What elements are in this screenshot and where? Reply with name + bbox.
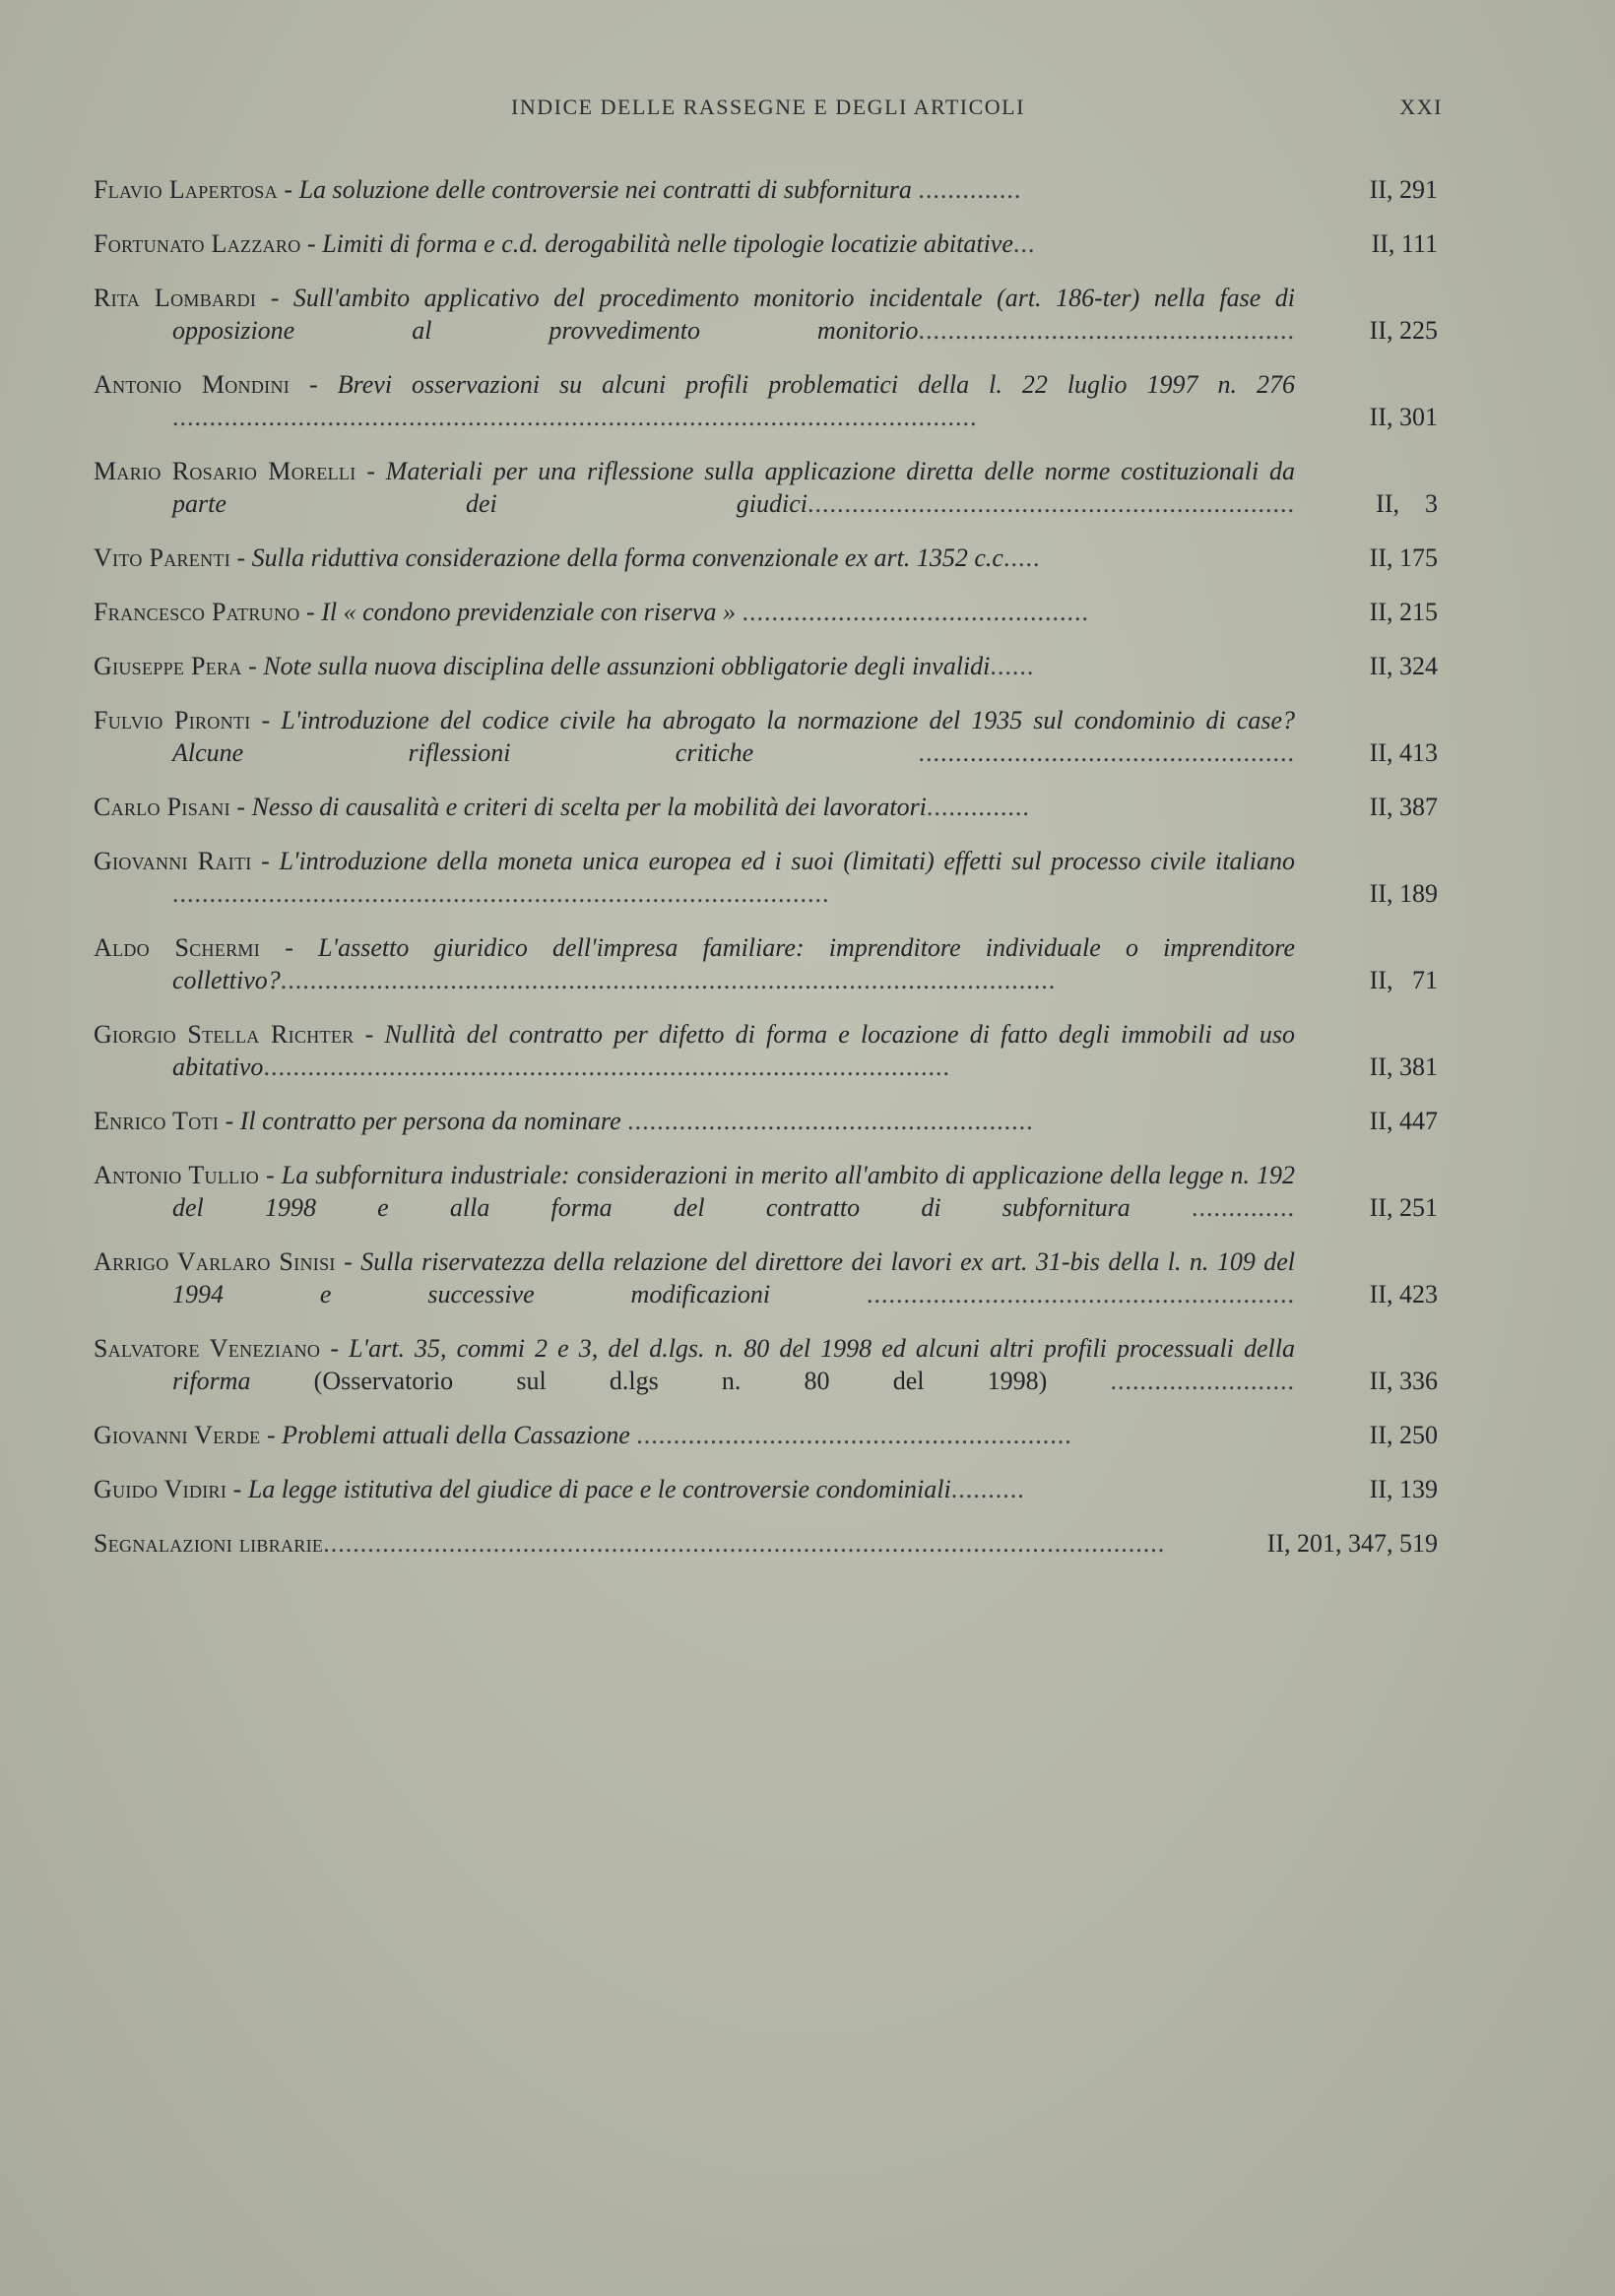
entry-leader: .................................................................................................................. <box>323 1529 1166 1558</box>
entry-author: Aldo Schermi <box>94 933 261 962</box>
entry-title: La legge istitutiva del giudice di pace e le controversie condominiali <box>247 1475 951 1503</box>
index-entry: Giuseppe Pera - Note sulla nuova disciplina delle assunzioni obbligatorie degli invalidi...... II, 324 <box>94 652 1438 680</box>
entry-leader: ................................................... <box>918 738 1295 767</box>
entry-title: Il contratto per persona da nominare <box>239 1107 621 1135</box>
entry-title: Sulla riservatezza della relazione del direttore dei lavori ex art. 31-bis della l. n. 109 del 1994 e successive modificazioni <box>172 1247 1295 1308</box>
index-entry: Arrigo Varlaro Sinisi - Sulla riservatezza della relazione del direttore dei lavori ex art. 31-bis della l. n. 109 del 1994 e successive modificazioni .......................................................... II, 423 <box>94 1247 1438 1308</box>
index-entry: Enrico Toti - Il contratto per persona da nominare ....................................................... II, 447 <box>94 1107 1438 1135</box>
entry-leader: ...... <box>990 652 1035 680</box>
entry-leader: .............. <box>918 175 1022 204</box>
index-entry: Antonio Mondini - Brevi osservazioni su alcuni profili problematici della l. 22 luglio 1997 n. 276 ............................................................................................................. II, 301 <box>94 370 1438 431</box>
entry-leader: .............. <box>1192 1193 1295 1222</box>
entry-author: Giovanni Raiti <box>94 847 252 875</box>
entry-reference: II, 225 <box>1369 316 1438 345</box>
entry-author: Giovanni Verde <box>94 1421 261 1449</box>
index-entry: Mario Rosario Morelli - Materiali per una riflessione sulla applicazione diretta delle norme costituzionali da parte dei giudici.................................................................. II, 3 <box>94 457 1438 518</box>
entry-title: Note sulla nuova disciplina delle assunzioni obbligatorie degli invalidi <box>263 652 991 680</box>
entry-reference: II, 111 <box>1371 229 1438 258</box>
index-entry-books <box>94 1527 1438 1560</box>
entry-leader: .............. <box>926 793 1030 821</box>
entry-title: La subfornitura industriale: considerazioni in merito all'ambito di applicazione della legge n. 192 del 1998 e alla forma del contratto di subfornitura <box>172 1161 1295 1222</box>
entry-leader: ......................... <box>1110 1367 1296 1395</box>
index-entry: Aldo Schermi - L'assetto giuridico dell'impresa familiare: imprenditore individuale o imprenditore collettivo?......................................................................................................... II, 71 <box>94 933 1438 994</box>
entry-reference: II, 381 <box>1369 1052 1438 1081</box>
entry-reference: II, 139 <box>1369 1475 1438 1503</box>
index-entry: Flavio Lapertosa - La soluzione delle controversie nei contratti di subfornitura .............. II, 291 <box>94 175 1438 204</box>
entry-reference: II, 413 <box>1369 738 1438 767</box>
index-entries <box>94 173 1438 1581</box>
entry-title: Il « condono previdenziale con riserva » <box>321 598 736 626</box>
index-entry: Antonio Tullio - La subfornitura industriale: considerazioni in merito all'ambito di applicazione della legge n. 192 del 1998 e alla forma del contratto di subfornitura .............. II, 251 <box>94 1161 1438 1222</box>
entry-author: Fortunato Lazzaro <box>94 229 301 258</box>
index-entry: Fortunato Lazzaro - Limiti di forma e c.d. derogabilità nelle tipologie locatizie abitative... II, 111 <box>94 229 1438 258</box>
entry-author: Guido Vidiri <box>94 1475 227 1503</box>
entry-title: La soluzione delle controversie nei contratti di subfornitura <box>298 175 912 204</box>
page-number: XXI <box>1399 95 1443 119</box>
entry-leader: ....................................................... <box>627 1107 1034 1135</box>
index-entry: Guido Vidiri - La legge istitutiva del giudice di pace e le controversie condominiali.......... II, 139 <box>94 1475 1438 1503</box>
entry-title: L'introduzione del codice civile ha abrogato la normazione del 1935 sul condominio di case? Alcune riflessioni critiche <box>172 706 1295 767</box>
entry-leader: .................................................................. <box>808 489 1295 518</box>
entry-author: Fulvio Pironti <box>94 706 251 734</box>
entry-author: Arrigo Varlaro Sinisi <box>94 1247 336 1276</box>
entry-title: Problemi attuali della Cassazione <box>282 1421 630 1449</box>
entry-reference: II, 250 <box>1369 1421 1438 1449</box>
entry-reference: II, 423 <box>1369 1280 1438 1308</box>
index-entry: Vito Parenti - Sulla riduttiva considerazione della forma convenzionale ex art. 1352 c.c..... II, 175 <box>94 543 1438 572</box>
entry-leader: ... <box>1012 229 1036 258</box>
index-entry: Fulvio Pironti - L'introduzione del codice civile ha abrogato la normazione del 1935 sul condominio di case? Alcune riflessioni critiche ................................................... II, 413 <box>94 706 1438 767</box>
entry-leader: ..... <box>1002 543 1041 572</box>
entry-author: Francesco Patruno <box>94 598 300 626</box>
entry-title: Nullità del contratto per difetto di forma e locazione di fatto degli immobili ad uso abitativo <box>172 1020 1295 1081</box>
entry-reference: II, 291 <box>1369 175 1438 204</box>
entry-leader: ......................................................................................................... <box>280 966 1057 994</box>
entry-author: Antonio Mondini <box>94 370 291 399</box>
entry-author: Vito Parenti <box>94 543 230 572</box>
entry-title: L'assetto giuridico dell'impresa familiare: imprenditore individuale o imprenditore collettivo? <box>172 933 1295 994</box>
entry-leader: ................................................... <box>918 316 1295 345</box>
entry-title: Sulla riduttiva considerazione della forma convenzionale ex art. 1352 c.c <box>251 543 1003 572</box>
entry-leader: .......................................................... <box>867 1280 1295 1308</box>
entry-author: Giorgio Stella Richter <box>94 1020 355 1049</box>
index-entry: Carlo Pisani - Nesso di causalità e criteri di scelta per la mobilità dei lavoratori.............. II, 387 <box>94 793 1438 821</box>
index-entry: Rita Lombardi - Sull'ambito applicativo del procedimento monitorio incidentale (art. 186-ter) nella fase di opposizione al provvedimento monitorio................................................... II, 225 <box>94 284 1438 345</box>
entry-leader: ............................................................................................................. <box>172 403 978 431</box>
running-head <box>94 95 1443 124</box>
entry-reference: II, 71 <box>1369 966 1438 994</box>
books-reference: II, 201, 347, 519 <box>1266 1529 1438 1558</box>
entry-author: Rita Lombardi <box>94 284 257 312</box>
entry-reference: II, 336 <box>1369 1367 1438 1395</box>
entry-author: Flavio Lapertosa <box>94 175 278 204</box>
running-title: INDICE DELLE RASSEGNE E DEGLI ARTICOLI <box>511 95 1025 119</box>
entry-author: Enrico Toti <box>94 1107 220 1135</box>
entry-author: Antonio Tullio <box>94 1161 260 1189</box>
entry-reference: II, 215 <box>1369 598 1438 626</box>
entry-reference: II, 251 <box>1369 1193 1438 1222</box>
entry-title: Limiti di forma e c.d. derogabilità nelle tipologie locatizie abitative <box>322 229 1013 258</box>
entry-author: Mario Rosario Morelli <box>94 457 356 485</box>
entry-reference: II, 3 <box>1376 489 1438 518</box>
books-label: Segnalazioni librarie <box>94 1529 324 1558</box>
entry-author: Carlo Pisani <box>94 793 230 821</box>
index-entry: Francesco Patruno - Il « condono previdenziale con riserva » ............................................... II, 215 <box>94 598 1438 626</box>
index-entry: Salvatore Veneziano - L'art. 35, commi 2 e 3, del d.lgs. n. 80 del 1998 ed alcuni altri profili processuali della riforma (Osservatorio sul d.lgs n. 80 del 1998) ......................... II, 336 <box>94 1334 1438 1395</box>
entry-leader: ............................................................................................. <box>263 1052 950 1081</box>
entry-reference: II, 387 <box>1369 793 1438 821</box>
entry-author: Salvatore Veneziano <box>94 1334 321 1363</box>
entry-note: (Osservatorio sul d.lgs n. 80 del 1998) <box>313 1367 1048 1395</box>
index-entry: Giorgio Stella Richter - Nullità del contratto per difetto di forma e locazione di fatto degli immobili ad uso abitativo............................................................................................. II, 381 <box>94 1020 1438 1081</box>
entry-reference: II, 175 <box>1369 543 1438 572</box>
entry-leader: ............................................... <box>742 598 1089 626</box>
entry-title: L'art. 35, commi 2 e 3, del d.lgs. n. 80 del 1998 ed alcuni altri profili processuali della riforma <box>172 1334 1295 1395</box>
entry-leader: ......................................................................................... <box>172 879 830 908</box>
index-entry: Giovanni Raiti - L'introduzione della moneta unica europea ed i suoi (limitati) effetti sul processo civile italiano ......................................................................................... II, 189 <box>94 847 1438 908</box>
entry-reference: II, 447 <box>1369 1107 1438 1135</box>
entry-title: Brevi osservazioni su alcuni profili problematici della l. 22 luglio 1997 n. 276 <box>337 370 1295 399</box>
entry-reference: II, 324 <box>1369 652 1438 680</box>
index-entry: Giovanni Verde - Problemi attuali della Cassazione ........................................................... II, 250 <box>94 1421 1438 1449</box>
entry-reference: II, 189 <box>1369 879 1438 908</box>
entry-title: Nesso di causalità e criteri di scelta per la mobilità dei lavoratori <box>251 793 927 821</box>
entry-reference: II, 301 <box>1369 403 1438 431</box>
entry-title: Materiali per una riflessione sulla applicazione diretta delle norme costituzionali da parte dei giudici <box>172 457 1295 518</box>
entry-leader: ........................................................... <box>636 1421 1072 1449</box>
entry-title: L'introduzione della moneta unica europea ed i suoi (limitati) effetti sul processo civile italiano <box>279 847 1295 875</box>
entry-author: Giuseppe Pera <box>94 652 242 680</box>
entry-leader: .......... <box>950 1475 1025 1503</box>
entry-title: Sull'ambito applicativo del procedimento monitorio incidentale (art. 186-ter) nella fase di opposizione al provvedimento monitorio <box>172 284 1295 345</box>
